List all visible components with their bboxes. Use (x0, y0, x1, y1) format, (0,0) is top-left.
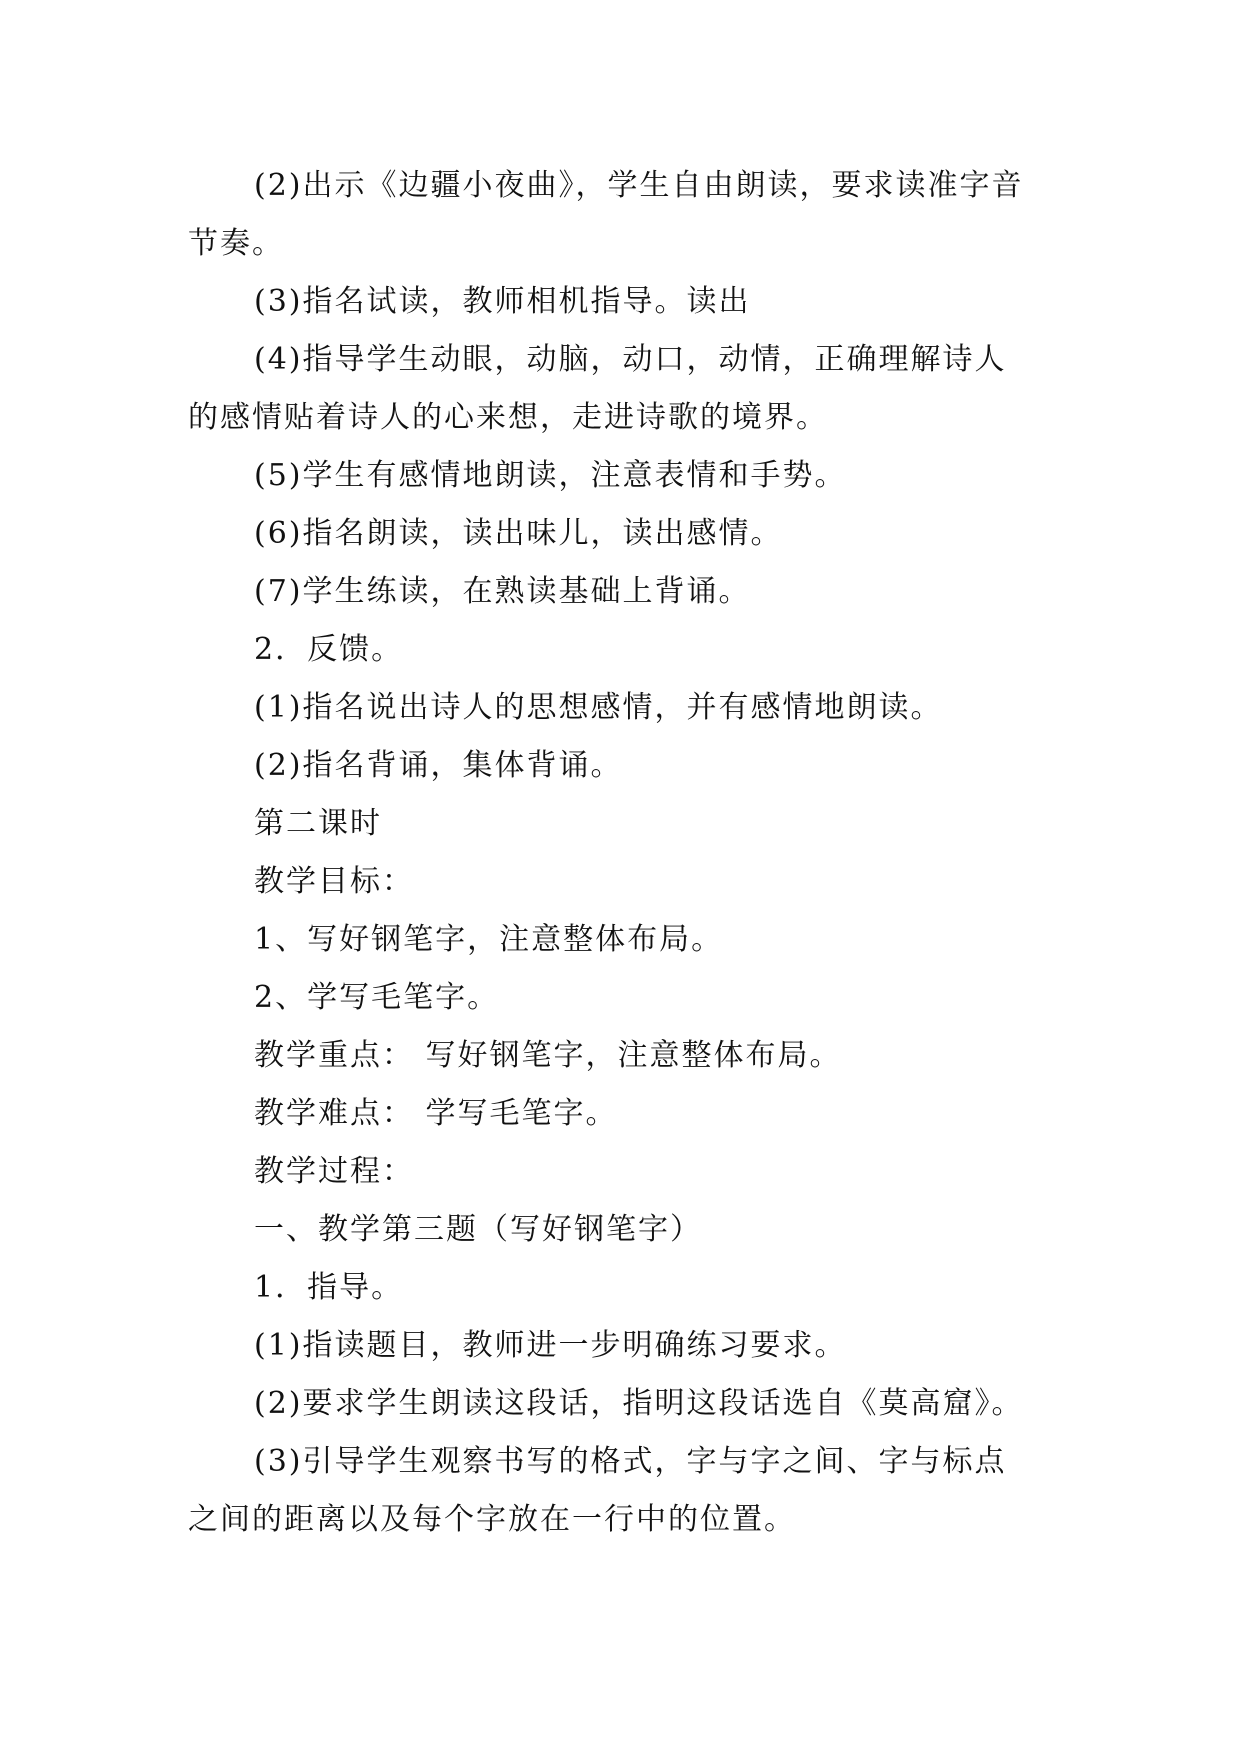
paragraph-line: (7)学生练读，在熟读基础上背诵。 (254, 574, 751, 609)
paragraph-line: 节奏。 (188, 226, 284, 261)
key-point-line: 教学重点： 写好钢笔字，注意整体布局。 (254, 1038, 842, 1073)
paragraph-line: (3)引导学生观察书写的格式，字与字之间、字与标点 (254, 1444, 1007, 1479)
paragraph-line: (2)指名背诵，集体背诵。 (254, 748, 623, 783)
paragraph-line: (6)指名朗读，读出味儿，读出感情。 (254, 516, 783, 551)
section-heading: 2．反馈。 (254, 632, 404, 667)
paragraph-line: (5)学生有感情地朗读，注意表情和手势。 (254, 458, 847, 493)
document-body (188, 157, 1068, 1549)
paragraph-line: (1)指读题目，教师进一步明确练习要求。 (254, 1328, 847, 1363)
objective-item: 2、学写毛笔字。 (254, 980, 500, 1015)
section-heading: 1．指导。 (254, 1270, 404, 1305)
section-heading: 一、教学第三题（写好钢笔字） (254, 1212, 702, 1247)
paragraph-line: (1)指名说出诗人的思想感情，并有感情地朗读。 (254, 690, 943, 725)
section-heading: 教学目标： (254, 864, 414, 899)
paragraph-line: (4)指导学生动眼，动脑，动口，动情，正确理解诗人 (254, 342, 1007, 377)
section-heading: 教学过程： (254, 1154, 414, 1189)
paragraph-line: (2)要求学生朗读这段话，指明这段话选自《莫高窟》。 (254, 1386, 1024, 1421)
paragraph-line: 之间的距离以及每个字放在一行中的位置。 (188, 1502, 796, 1537)
lesson-heading: 第二课时 (254, 806, 382, 841)
paragraph-line: 的感情贴着诗人的心来想，走进诗歌的境界。 (188, 400, 828, 435)
objective-item: 1、写好钢笔字，注意整体布局。 (254, 922, 724, 957)
difficulty-line: 教学难点： 学写毛笔字。 (254, 1096, 618, 1131)
paragraph-line: (3)指名试读，教师相机指导。读出 (254, 284, 751, 319)
paragraph-line: (2)出示《边疆小夜曲》，学生自由朗读，要求读准字音 (254, 168, 1024, 203)
